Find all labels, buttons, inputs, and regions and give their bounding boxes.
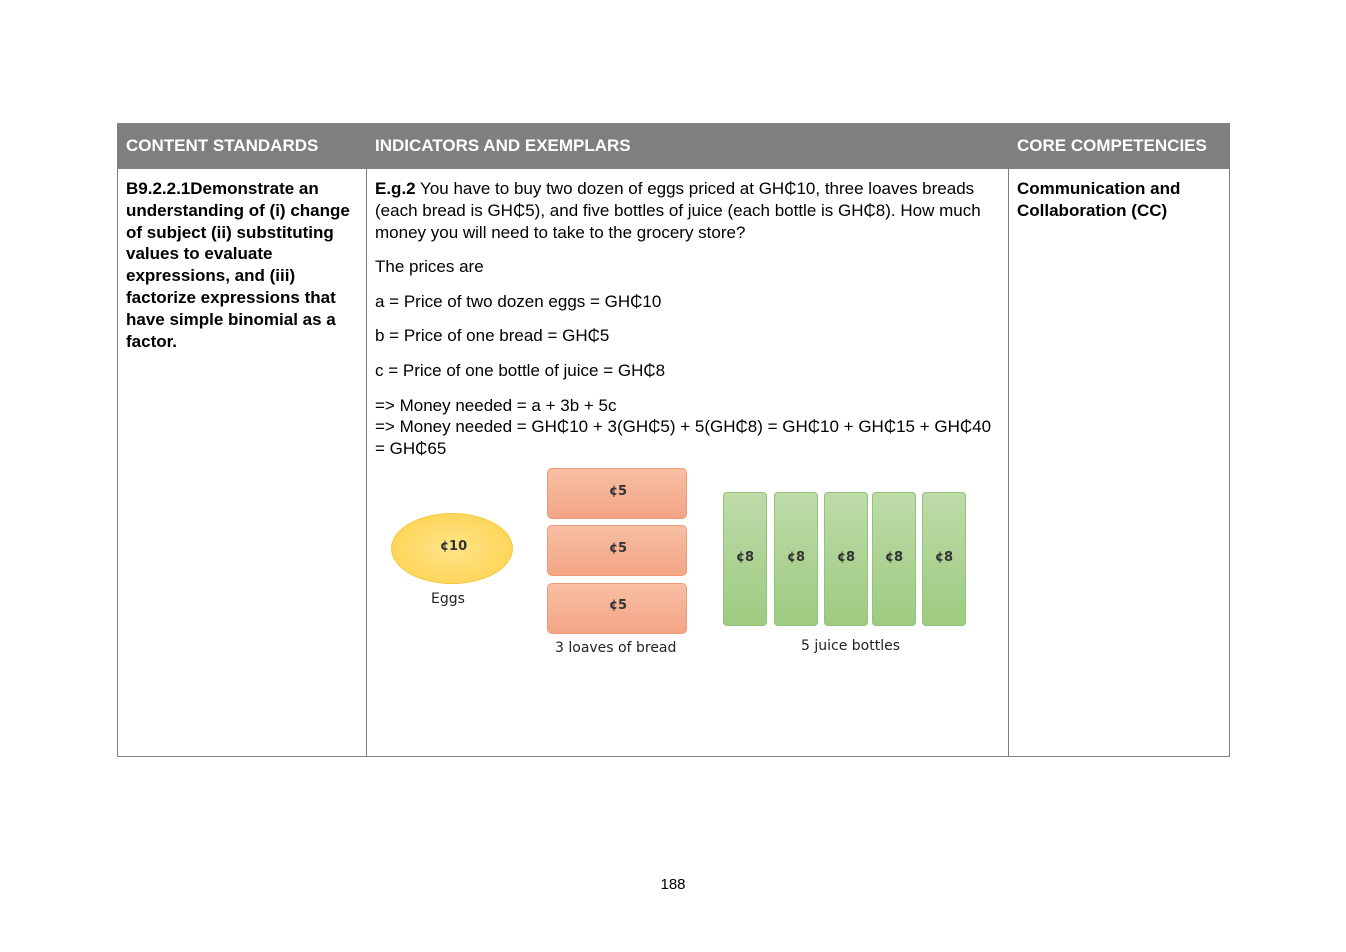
content-standard-cell: [118, 169, 367, 757]
price-b-line: b = Price of one bread = GH₵5: [375, 326, 610, 346]
header-core-competencies: CORE COMPETENCIES: [1009, 124, 1230, 169]
header-row: [118, 124, 1230, 169]
example-question: [375, 178, 1000, 243]
bottles-caption: 5 juice bottles: [801, 637, 900, 654]
bottle-price-label: ¢8: [736, 549, 755, 565]
result-line: => Money needed = GH₵10 + 3(GH₵5) + 5(GH₵8) = GH₵10 + GH₵15 + GH₵40 = GH₵65: [375, 417, 992, 459]
prices-intro: The prices are: [375, 257, 484, 277]
bottle-price-label: ¢8: [885, 549, 904, 565]
bread-price-label: ¢5: [609, 540, 628, 556]
price-c-line: c = Price of one bottle of juice = GH₵8: [375, 360, 666, 380]
bread-price-label: ¢5: [609, 597, 628, 613]
price-a-line: a = Price of two dozen eggs = GH₵10: [375, 291, 662, 311]
bread-caption: 3 loaves of bread: [555, 639, 677, 656]
formula-line: => Money needed = a + 3b + 5c: [375, 395, 617, 415]
content-standard-text: B9.2.2.1Demonstrate an understanding of (i) change of subject (ii) substituting values to evaluate expressions, and (iii) factorize expressions that have simple binomial as a factor.: [126, 179, 350, 351]
bread-price-label: ¢5: [609, 483, 628, 499]
bottle-price-label: ¢8: [837, 549, 856, 565]
eggs-caption: Eggs: [431, 590, 465, 607]
eggs-price-label: ¢10: [440, 538, 468, 554]
competency-cell: [1009, 169, 1230, 757]
competency-text: Communication and Collaboration (CC): [1017, 179, 1181, 220]
example-question-text: You have to buy two dozen of eggs priced at GH₵10, three loaves breads (each bread is GH₵5), and five bottles of juice (each bottle is GH₵8). How much money you will need to take to the grocery store?: [375, 179, 981, 242]
table-row: [118, 169, 1230, 757]
groceries-figure: [375, 468, 995, 668]
example-tag: E.g.2: [375, 179, 416, 198]
header-content-standards: CONTENT STANDARDS: [118, 124, 367, 169]
header-indicators-exemplars: INDICATORS AND EXEMPLARS: [367, 124, 1009, 169]
exemplar-cell: [367, 169, 1009, 757]
page-number: 188: [660, 876, 686, 893]
bottle-price-label: ¢8: [787, 549, 806, 565]
curriculum-table: [117, 123, 1230, 757]
bottle-price-label: ¢8: [935, 549, 954, 565]
